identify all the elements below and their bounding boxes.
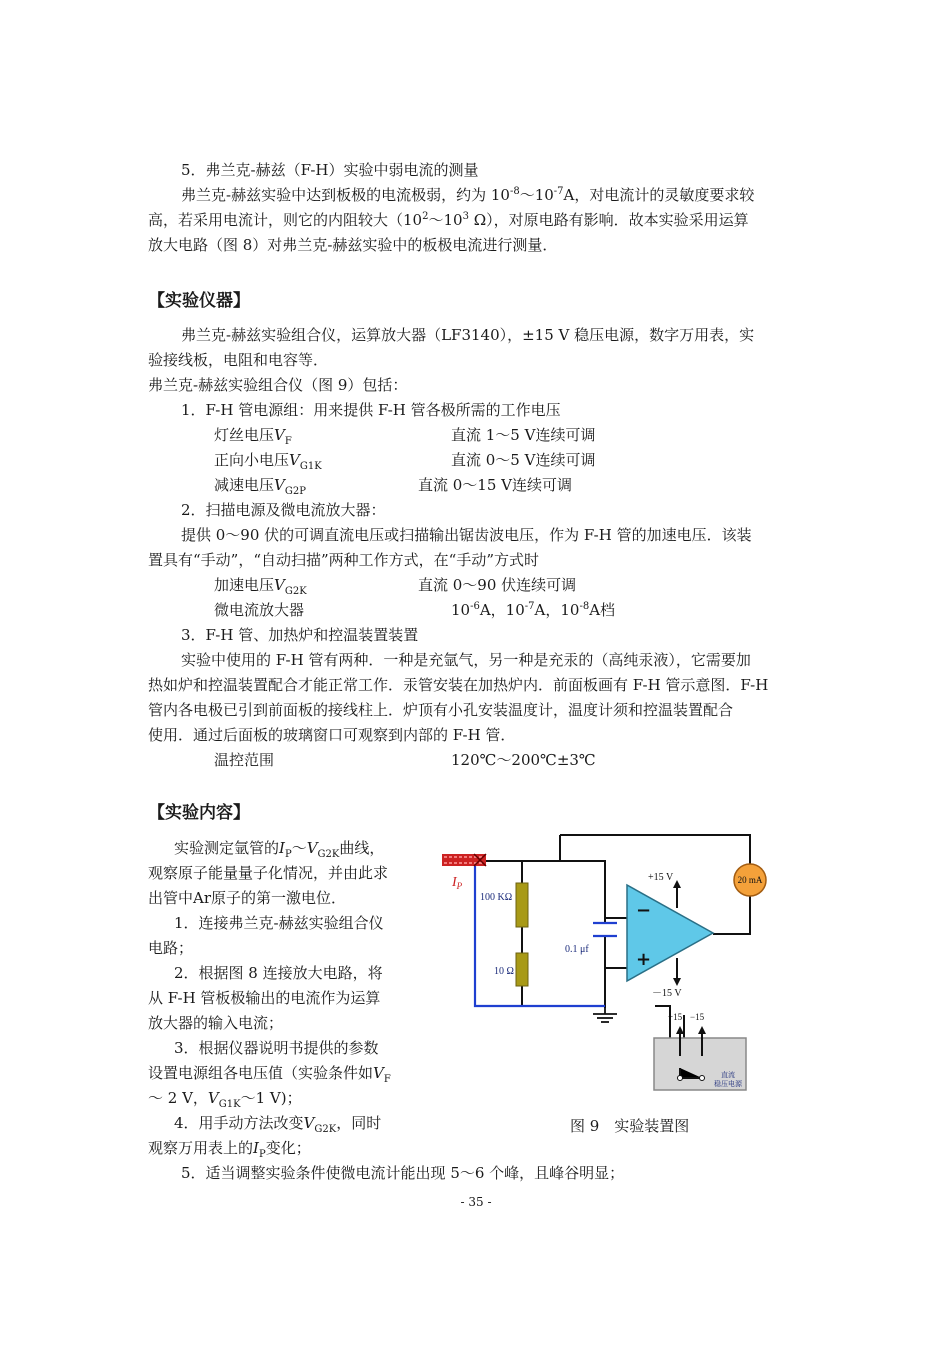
section-heading-content: 【实验内容】 (148, 803, 250, 823)
resistor-10 (516, 953, 528, 986)
instruments-para-4b: 热如炉和控温装置配合才能正常工作．汞管安装在加热炉内．前面板画有 F-H 管示意图．F-H (148, 676, 769, 694)
supply-plus-label: +15 (668, 1012, 683, 1022)
resistor-100k (516, 883, 528, 927)
instruments-para-3b: 置具有“手动”，“自动扫描”两种工作方式，在“手动”方式时 (148, 551, 540, 569)
arrow-up-icon (673, 880, 681, 888)
content-line-1: 实验测定氩管的$I_P\sim V_{G2K}$曲线， (174, 839, 385, 860)
param-value-g2p: 直流 0～15 V连续可调 (418, 476, 572, 494)
ground-icon (593, 1008, 617, 1022)
instruments-para-1a: 弗兰克-赫兹实验组合仪，运算放大器（LF3140），±15 V 稳压电源，数字万用表，实 (181, 326, 755, 344)
resistor-100k-label: 100 KΩ (480, 892, 513, 903)
section-heading-instruments: 【实验仪器】 (148, 291, 250, 311)
supply-minus-label: −15 (690, 1012, 705, 1022)
plug-icon (442, 854, 486, 866)
param-label-filament: 灯丝电压$V_F$ (214, 426, 292, 447)
supply-arrow-1 (676, 1026, 684, 1034)
supply-label-1: 直流 (721, 1071, 735, 1079)
intro-line-4: 放大电路（图 8）对弗兰克-赫兹实验中的板极电流进行测量． (148, 236, 558, 254)
instruments-para-3a: 提供 0～90 伏的可调直流电压或扫描输出锯齿波电压，作为 F-H 管的加速电压．该装 (181, 526, 752, 544)
arrow-down-icon (673, 978, 681, 986)
param-value-g1k: 直流 0～5 V连续可调 (451, 451, 596, 469)
intro-line-2: 弗兰克-赫兹实验中达到板极的电流极弱，约为 $10^{-8}\sim 10^{-7}A$，对电流计的灵敏度要求较 (181, 186, 755, 204)
intro-line-3: 高，若采用电流计，则它的内阻较大（$10^2\sim 10^3$ Ω），对原电路有影响．故本实验采用运算 (148, 211, 749, 229)
content-line-3: 出管中Ar原子的第一激电位． (148, 889, 347, 907)
content-line-12: 4．用手动方法改变$V_{G2K}$，同时 (174, 1114, 382, 1135)
content-line-6: 2．根据图 8 连接放大电路，将 (174, 964, 383, 982)
instruments-item-3: 3．F-H 管、加热炉和控温装置装置 (181, 626, 419, 644)
param-value-g2k: 直流 0～90 伏连续可调 (418, 576, 577, 594)
resistor-10-label: 10 Ω (494, 966, 514, 977)
setup-diagram (430, 828, 790, 1098)
supply-label-2: 稳压电源 (714, 1080, 742, 1088)
content-line-4: 1．连接弗兰克-赫兹实验组合仪 (174, 914, 384, 932)
content-line-2: 观察原子能量量子化情况，并由此求 (148, 864, 389, 882)
supply-arrow-2 (698, 1026, 706, 1034)
param-label-g1k: 正向小电压$V_{G1K}$ (214, 451, 322, 472)
instruments-item-2: 2．扫描电源及微电流放大器： (181, 501, 386, 519)
content-line-9: 3．根据仪器说明书提供的参数 (174, 1039, 379, 1057)
intro-line-1: 5．弗兰克-赫兹（F-H）实验中弱电流的测量 (181, 161, 479, 179)
plus15-label: +15 V (648, 872, 674, 883)
content-line-13: 观察万用表上的$I_P$变化； (148, 1139, 311, 1160)
capacitor-label: 0.1 μf (565, 944, 589, 955)
opamp-minus: − (636, 900, 652, 921)
opamp-plus: + (636, 949, 652, 970)
param-value-temperature: 120℃～200℃±3℃ (451, 751, 596, 769)
instruments-para-2: 弗兰克-赫兹实验组合仪（图 9）包括： (148, 376, 408, 394)
instruments-para-4c: 管内各电极已引到前面板的接线柱上．炉顶有小孔安装温度计，温度计须和控温装置配合 (148, 701, 734, 719)
page-number: - 35 - (460, 1195, 492, 1209)
black-wires (485, 835, 750, 1043)
instruments-para-4d: 使用．通过后面板的玻璃窗口可观察到内部的 F-H 管． (148, 726, 516, 744)
param-value-amplifier: $10^{-6}A$，$10^{-7}A$，$10^{-8}A$档 (451, 601, 616, 619)
minus15-label: －15 V (652, 988, 682, 999)
terminal-dot-1 (678, 1076, 683, 1081)
capacitor-icon (593, 923, 617, 936)
param-value-filament: 直流 1～5 V连续可调 (451, 426, 596, 444)
param-label-temperature: 温控范围 (214, 751, 275, 769)
instruments-item-1: 1．F-H 管电源组：用来提供 F-H 管各极所需的工作电压 (181, 401, 561, 419)
content-line-14: 5．适当调整实验条件使微电流计能出现 5～6 个峰，且峰谷明显； (181, 1164, 625, 1182)
content-line-8: 放大器的输入电流； (148, 1014, 284, 1032)
figure-caption: 图 9 实验装置图 (570, 1117, 690, 1135)
content-line-11: ～ 2 V，$V_{G1K}\sim 1$ V)； (148, 1089, 302, 1110)
param-label-g2k: 加速电压$V_{G2K}$ (214, 576, 307, 597)
content-line-10: 设置电源组各电压值（实验条件如$V_F$ (148, 1064, 391, 1085)
content-line-5: 电路； (148, 939, 194, 957)
instruments-para-4a: 实验中使用的 F-H 管有两种．一种是充氩气，另一种是充汞的（高纯汞液），它需要加 (181, 651, 751, 669)
content-line-7: 从 F-H 管板极输出的电流作为运算 (148, 989, 381, 1007)
blue-wires (475, 866, 605, 1006)
param-label-g2p: 减速电压$V_{G2P}$ (214, 476, 306, 497)
param-label-amplifier: 微电流放大器 (214, 601, 305, 619)
ip-label: $I_P$ (452, 875, 463, 891)
ammeter-label: 20 mA (737, 875, 763, 885)
terminal-dot-2 (700, 1076, 705, 1081)
instruments-para-1b: 验接线板，电阻和电容等． (148, 351, 329, 369)
